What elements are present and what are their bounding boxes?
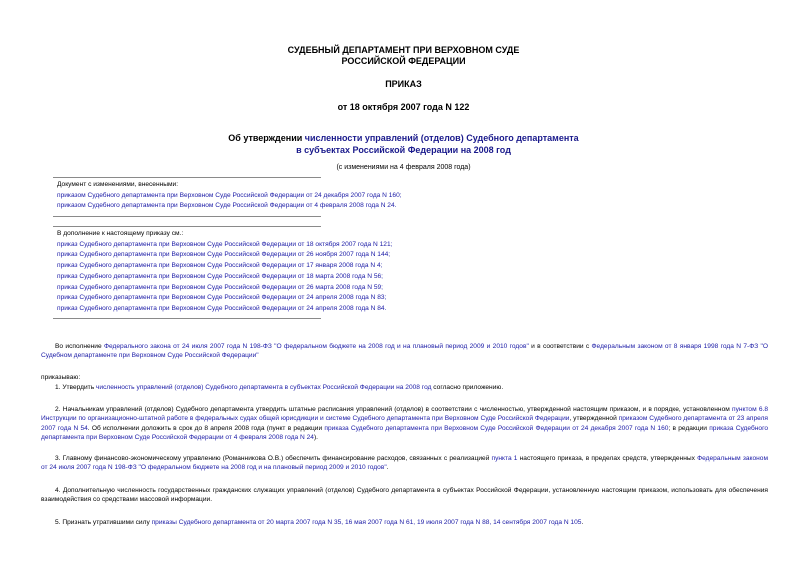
text-run: 3. Главному финансово-экономическому управлению (Романникова О.В.) обеспечить финансирование расходов, связанных с реализацией bbox=[55, 455, 492, 462]
changes-heading: Документ с изменениями, внесенными: bbox=[57, 181, 179, 188]
intro-paragraph bbox=[41, 342, 768, 361]
additions-link[interactable]: приказ Судебного департамента при Верховном Суде Российской Федерации от 24 апреля 2008 года N 83; bbox=[57, 294, 387, 302]
text-run: 2. Начальникам управлений (отделов) Судебного департамента утвердить штатные расписания управлений (отделов) в соответствии с численностью, утвержденной настоящим приказом, и в порядке, установленном bbox=[55, 406, 732, 413]
issuer-line-2: РОССИЙСКОЙ ФЕДЕРАЦИИ bbox=[341, 56, 466, 66]
additions-link[interactable]: приказ Судебного департамента при Верховном Суде Российской Федерации от 24 апреля 2008 года N 84. bbox=[57, 304, 387, 312]
text-run: согласно приложению. bbox=[431, 384, 504, 391]
order-link[interactable]: приказом Судебного департамента от 23 апреля 2007 года N 54 bbox=[41, 415, 768, 432]
additions-link[interactable]: приказ Судебного департамента при Верховном Суде Российской Федерации от 17 января 2008 года N 4; bbox=[57, 262, 383, 270]
paragraph-3 bbox=[41, 454, 768, 473]
title-prefix: Об утверждении bbox=[228, 133, 305, 143]
clause-link[interactable]: пункта 1 bbox=[491, 455, 518, 462]
text-run: 1. Утвердить bbox=[55, 384, 96, 391]
text-run: . Об исполнении доложить в срок до 8 апреля 2008 года (пункт в редакции bbox=[87, 424, 325, 432]
law-link[interactable]: Федерального закона от 24 июля 2007 года N 198-ФЗ "О федеральном бюджете на 2008 год и на плановый период 2009 и 2010 годов" bbox=[103, 343, 529, 350]
divider bbox=[53, 226, 321, 227]
document-date-number: от 18 октября 2007 года N 122 bbox=[337, 102, 470, 112]
text-run: Во исполнение bbox=[55, 343, 104, 350]
changes-box bbox=[57, 180, 402, 212]
text-run: . bbox=[386, 464, 389, 472]
revision-note: (с изменениями на 4 февраля 2008 года) bbox=[336, 164, 471, 171]
additions-link[interactable]: приказ Судебного департамента при Верховном Суде Российской Федерации от 26 марта 2008 года N 59; bbox=[57, 283, 383, 291]
orders-line: приказываю: bbox=[41, 374, 81, 381]
law-link[interactable]: Федеральным законом от 24 июля 2007 года N 198-ФЗ "О федеральном бюджете на 2008 год и на плановый период 2009 и 2010 годов" bbox=[41, 455, 768, 472]
paragraph-2 bbox=[41, 405, 768, 442]
order-link[interactable]: приказа Судебного департамента при Верховном Суде Российской Федерации от 24 декабря 2007 года N 160 bbox=[324, 424, 669, 432]
text-run: и в соответствии с bbox=[528, 343, 592, 350]
title-link-2[interactable]: в субъектах Российской Федерации на 2008 год bbox=[296, 145, 511, 155]
additions-box bbox=[57, 229, 392, 315]
paragraph-1 bbox=[41, 383, 768, 392]
additions-link[interactable]: приказ Судебного департамента при Верховном Суде Российской Федерации от 18 марта 2008 года N 56; bbox=[57, 272, 383, 280]
divider bbox=[53, 216, 321, 217]
changes-link[interactable]: приказом Судебного департамента при Верховном Суде Российской Федерации от 24 декабря 2007 года N 160; bbox=[57, 191, 402, 199]
issuer-line-1: СУДЕБНЫЙ ДЕПАРТАМЕНТ ПРИ ВЕРХОВНОМ СУДЕ bbox=[287, 45, 520, 55]
text-run: настоящего приказа, в пределах средств, утвержденных bbox=[517, 455, 698, 462]
text-run: . bbox=[581, 519, 584, 526]
instruction-link[interactable]: пунктом 6.8 Инструкции по организационно-штатной работе в федеральных судах общей юрисдикции и системе Судебного департамента при Верховном Суде Российской Федерации bbox=[41, 406, 768, 423]
additions-link[interactable]: приказ Судебного департамента при Верховном Суде Российской Федерации от 26 ноября 2007 года N 144; bbox=[57, 251, 391, 259]
additions-heading: В дополнение к настоящему приказу см.: bbox=[57, 230, 184, 237]
order-link[interactable]: приказа Судебного департамента при Верховном Суде Российской Федерации от 4 февраля 2008 года N 24 bbox=[41, 424, 769, 441]
repealed-orders-link[interactable]: приказы Судебного департамента от 20 марта 2007 года N 35, 16 мая 2007 года N 61, 19 июля 2007 года N 88, 14 сентября 2007 года N 105 bbox=[151, 519, 582, 526]
text-run: ). bbox=[313, 433, 319, 441]
text-run: 5. Признать утратившими силу bbox=[55, 519, 152, 526]
divider bbox=[53, 318, 321, 319]
divider bbox=[53, 177, 321, 178]
document-title-line-2 bbox=[0, 144, 807, 156]
document-type: ПРИКАЗ bbox=[385, 79, 422, 89]
additions-link[interactable]: приказ Судебного департамента при Верховном Суде Российской Федерации от 18 октября 2007 года N 121; bbox=[57, 240, 393, 248]
changes-link[interactable]: приказом Судебного департамента при Верховном Суде Российской Федерации от 4 февраля 2008 года N 24. bbox=[57, 202, 397, 210]
paragraph-4: 4. Дополнительную численность государственных гражданских служащих управлений (отделов) Судебного департамента в субъектах Российской Федерации, установленную настоящим приказом, использовать для обеспечения взаимодействия со средствами массовой информации. bbox=[41, 487, 768, 504]
text-run: ; в редакции bbox=[668, 424, 710, 432]
text-run: , утвержденной bbox=[569, 415, 619, 423]
law-link[interactable]: Федеральным законом от 8 января 1998 года N 7-ФЗ "О Судебном департаменте при Верховном Суде Российской Федерации" bbox=[41, 343, 768, 360]
document-title bbox=[0, 132, 807, 144]
title-link-1[interactable]: численности управлений (отделов) Судебного департамента bbox=[304, 133, 579, 143]
paragraph-5 bbox=[41, 518, 768, 527]
appendix-link[interactable]: численность управлений (отделов) Судебного департамента в субъектах Российской Федерации на 2008 год bbox=[95, 384, 432, 391]
